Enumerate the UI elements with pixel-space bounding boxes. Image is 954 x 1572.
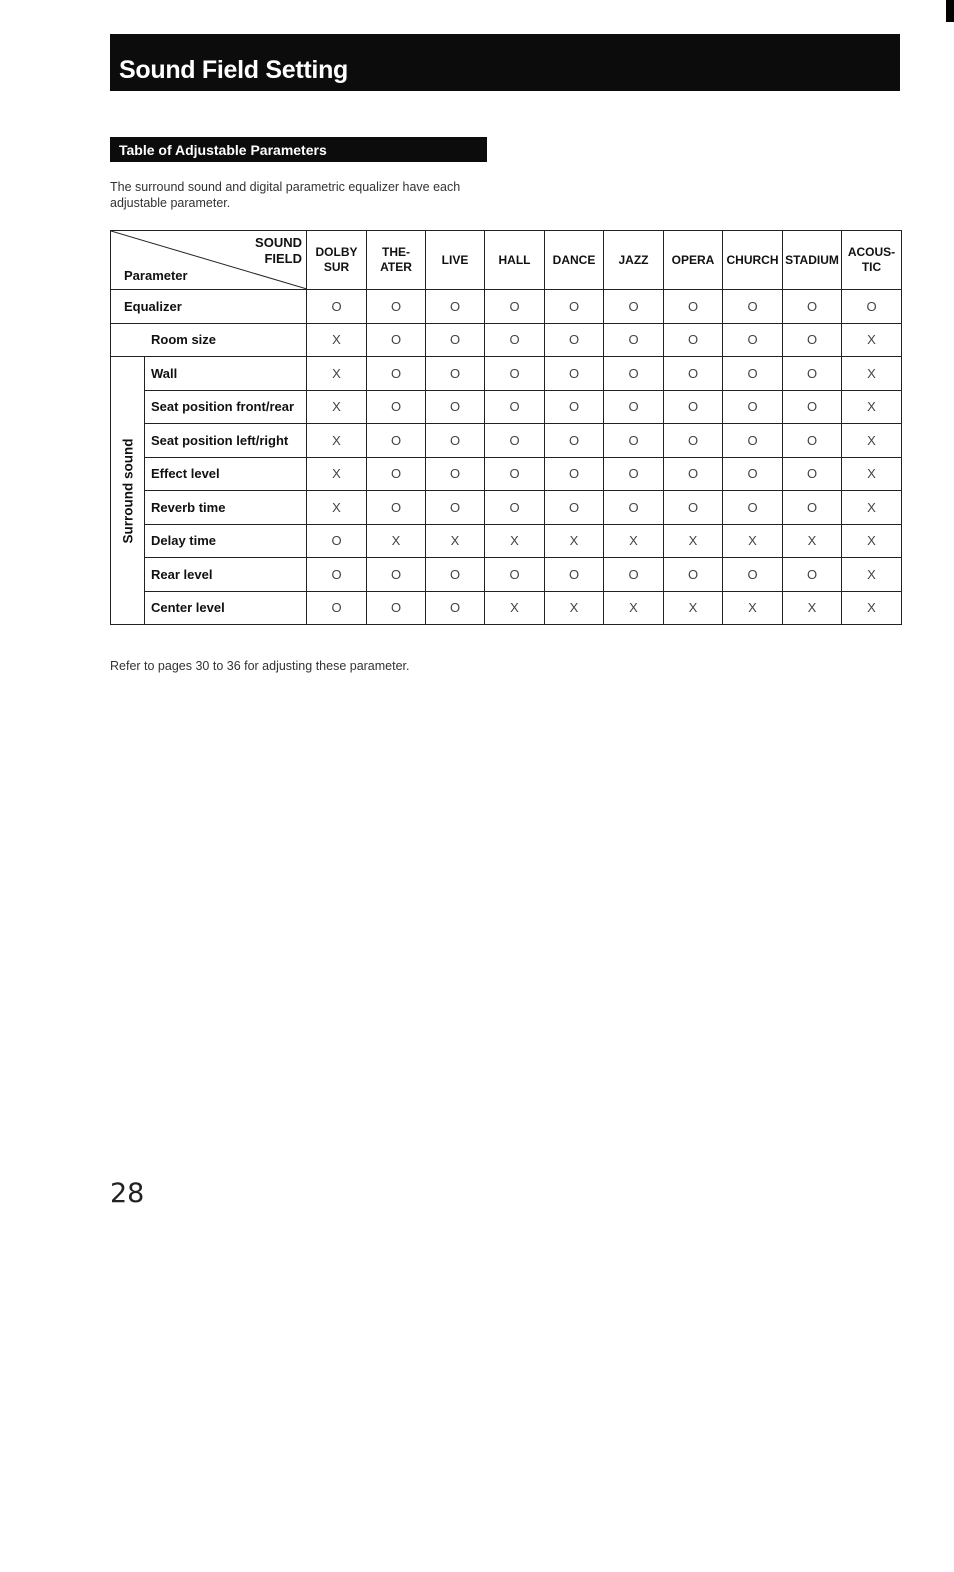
table-cell: O — [367, 424, 426, 458]
table-cell: X — [664, 524, 723, 558]
table-cell: X — [545, 524, 604, 558]
table-cell: O — [604, 558, 664, 592]
table-cell: O — [545, 491, 604, 525]
page-title-bar — [110, 34, 900, 91]
parameter-label: Parameter — [124, 268, 188, 283]
table-cell: O — [367, 290, 426, 324]
table-cell: O — [485, 558, 545, 592]
table-cell: X — [723, 524, 783, 558]
table-cell: X — [485, 591, 545, 625]
table-cell: O — [664, 457, 723, 491]
table-cell: O — [367, 390, 426, 424]
row-label: Delay time — [145, 524, 307, 558]
table-cell: X — [426, 524, 485, 558]
table-row — [111, 323, 902, 357]
table-cell: X — [842, 591, 902, 625]
table-cell: O — [426, 591, 485, 625]
column-header: HALL — [485, 231, 545, 290]
table-cell: O — [664, 424, 723, 458]
surround-sound-group — [111, 357, 145, 625]
table-cell: O — [545, 290, 604, 324]
table-cell: O — [485, 424, 545, 458]
group-label: Surround sound — [120, 438, 135, 543]
row-label: Effect level — [145, 457, 307, 491]
table-cell: O — [783, 457, 842, 491]
row-label: Reverb time — [145, 491, 307, 525]
table-cell: O — [367, 357, 426, 391]
table-cell: O — [367, 591, 426, 625]
table-cell: X — [842, 491, 902, 525]
table-cell: O — [723, 290, 783, 324]
table-cell: X — [842, 357, 902, 391]
table-cell: X — [307, 457, 367, 491]
table-cell: O — [307, 591, 367, 625]
table-cell: O — [604, 357, 664, 391]
table-cell: O — [604, 491, 664, 525]
table-cell: X — [604, 591, 664, 625]
table-cell: O — [367, 323, 426, 357]
table-cell: O — [426, 424, 485, 458]
table-cell: O — [545, 323, 604, 357]
table-cell: O — [367, 457, 426, 491]
table-cell: O — [426, 357, 485, 391]
table-cell: O — [485, 457, 545, 491]
column-header: JAZZ — [604, 231, 664, 290]
table-row — [111, 524, 902, 558]
column-header: ACOUS- TIC — [842, 231, 902, 290]
intro-text: The surround sound and digital parametric equalizer have each adjustable parameter. — [110, 180, 461, 210]
row-label: Room size — [111, 323, 307, 357]
table-cell: O — [307, 290, 367, 324]
table-cell: X — [842, 524, 902, 558]
table-cell: O — [723, 390, 783, 424]
table-cell: O — [664, 290, 723, 324]
table-cell: O — [664, 558, 723, 592]
table-cell: X — [307, 357, 367, 391]
table-cell: O — [545, 558, 604, 592]
table-cell: O — [426, 457, 485, 491]
row-label: Rear level — [145, 558, 307, 592]
table-cell: O — [545, 457, 604, 491]
sound-field-label: SOUND FIELD — [255, 235, 302, 266]
table-cell: X — [783, 591, 842, 625]
corner-cell — [111, 231, 307, 290]
table-row — [111, 457, 902, 491]
table-cell: O — [783, 323, 842, 357]
section-title-bar — [110, 137, 487, 162]
column-header: LIVE — [426, 231, 485, 290]
table-cell: O — [783, 290, 842, 324]
table-cell: O — [545, 424, 604, 458]
table-cell: O — [723, 491, 783, 525]
table-cell: O — [426, 323, 485, 357]
table-cell: O — [783, 357, 842, 391]
table-cell: O — [426, 290, 485, 324]
page-title: Sound Field Setting — [119, 56, 349, 84]
table-cell: X — [485, 524, 545, 558]
table-cell: O — [426, 558, 485, 592]
table-cell: X — [604, 524, 664, 558]
table-row — [111, 591, 902, 625]
table-cell: X — [842, 457, 902, 491]
footer-note: Refer to pages 30 to 36 for adjusting these parameter. — [110, 659, 410, 673]
row-label: Center level — [145, 591, 307, 625]
table-cell: O — [485, 290, 545, 324]
table-cell: O — [842, 290, 902, 324]
parameters-table — [110, 230, 902, 625]
edge-mark — [946, 0, 954, 22]
row-label: Equalizer — [111, 290, 307, 324]
table-cell: O — [664, 390, 723, 424]
table-cell: O — [783, 424, 842, 458]
table-cell: O — [485, 390, 545, 424]
table-cell: X — [307, 424, 367, 458]
row-label: Wall — [145, 357, 307, 391]
table-cell: O — [485, 323, 545, 357]
column-header: STADIUM — [783, 231, 842, 290]
table-row — [111, 558, 902, 592]
section-title: Table of Adjustable Parameters — [119, 142, 327, 158]
table-cell: O — [664, 357, 723, 391]
page-number: 28 — [110, 1178, 145, 1209]
table-cell: O — [307, 524, 367, 558]
table-cell: X — [307, 323, 367, 357]
table-cell: X — [723, 591, 783, 625]
table-row — [111, 357, 902, 391]
table-cell: O — [426, 390, 485, 424]
table-cell: O — [723, 357, 783, 391]
table-cell: O — [426, 491, 485, 525]
table-cell: O — [485, 357, 545, 391]
table-cell: O — [723, 323, 783, 357]
table-cell: O — [545, 357, 604, 391]
table-row — [111, 491, 902, 525]
table-cell: O — [367, 491, 426, 525]
table-cell: X — [842, 424, 902, 458]
table-cell: O — [367, 558, 426, 592]
table-cell: O — [604, 457, 664, 491]
table-row — [111, 290, 902, 324]
table-cell: O — [604, 390, 664, 424]
table-cell: X — [842, 390, 902, 424]
table-cell: O — [307, 558, 367, 592]
table-cell: O — [664, 491, 723, 525]
table-cell: O — [723, 457, 783, 491]
table-cell: X — [842, 558, 902, 592]
table-cell: X — [842, 323, 902, 357]
table-cell: X — [307, 491, 367, 525]
table-cell: X — [783, 524, 842, 558]
table-header-row — [111, 231, 902, 290]
table-cell: X — [367, 524, 426, 558]
table-cell: O — [545, 390, 604, 424]
table-cell: O — [604, 323, 664, 357]
row-label: Seat position front/rear — [145, 390, 307, 424]
column-header: OPERA — [664, 231, 723, 290]
table-cell: X — [307, 390, 367, 424]
table-cell: O — [723, 424, 783, 458]
table-cell: O — [783, 558, 842, 592]
column-header: DANCE — [545, 231, 604, 290]
table-cell: X — [664, 591, 723, 625]
table-cell: O — [604, 424, 664, 458]
row-label: Seat position left/right — [145, 424, 307, 458]
table-cell: O — [664, 323, 723, 357]
table-cell: O — [604, 290, 664, 324]
column-header: DOLBY SUR — [307, 231, 367, 290]
table-cell: X — [545, 591, 604, 625]
column-header: THE- ATER — [367, 231, 426, 290]
table-row — [111, 390, 902, 424]
table-row — [111, 424, 902, 458]
table-cell: O — [723, 558, 783, 592]
table-cell: O — [485, 491, 545, 525]
table-cell: O — [783, 390, 842, 424]
table-cell: O — [783, 491, 842, 525]
column-header: CHURCH — [723, 231, 783, 290]
